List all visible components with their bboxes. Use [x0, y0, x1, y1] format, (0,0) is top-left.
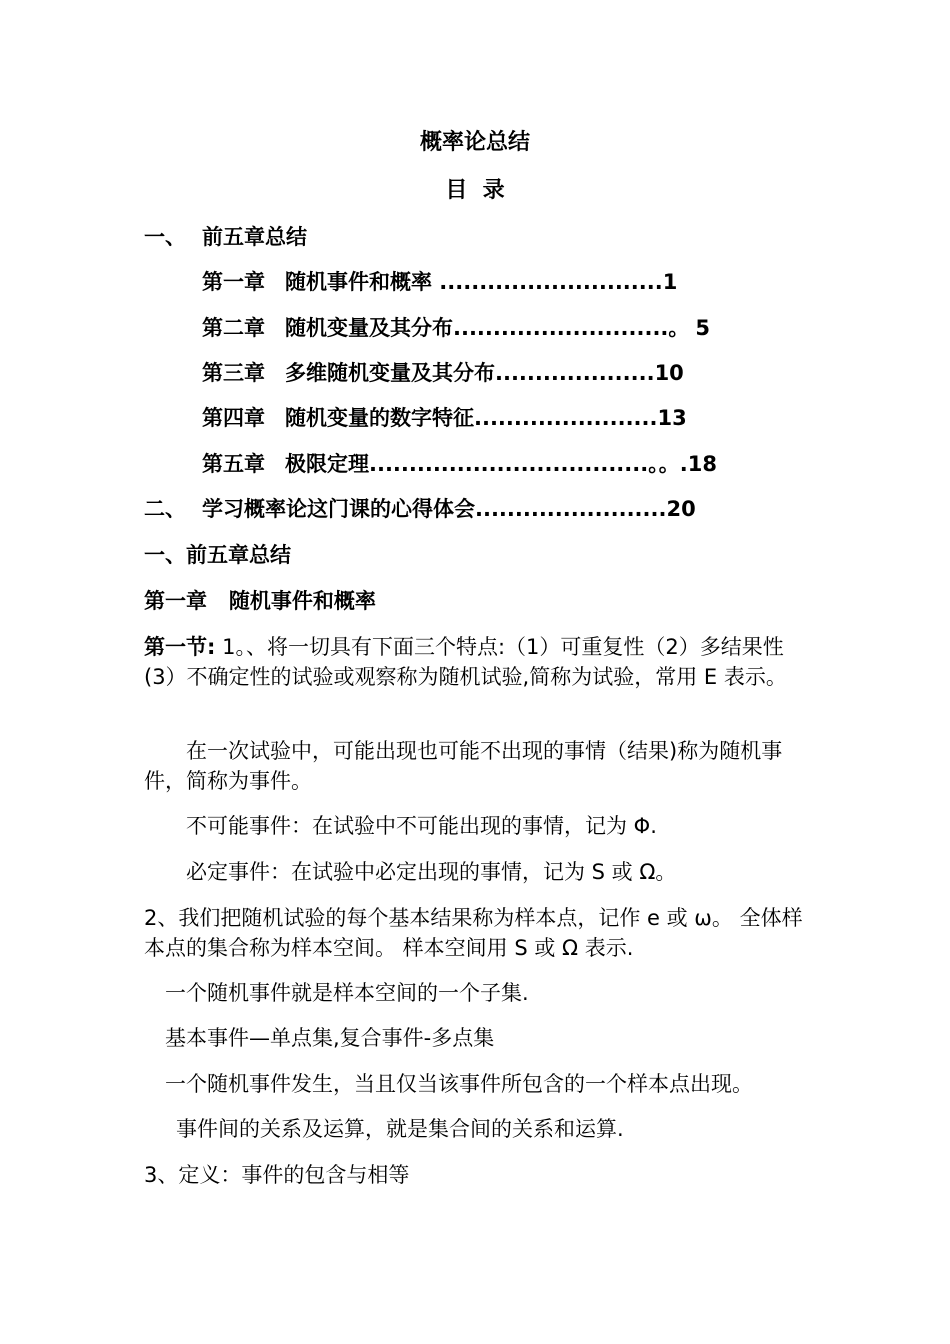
toc-page-number: 13 [657, 406, 687, 430]
toc-leader: ........................ [475, 497, 667, 521]
paragraph-sample-space: 2、我们把随机试验的每个基本结果称为样本点，记作 e 或 ω。 全体样本点的集合称为样本空间。 样本空间用 S 或 Ω 表示. [144, 906, 803, 960]
toc-page-number: 18 [687, 452, 717, 476]
toc-chapter-number: 第二章 [202, 316, 265, 340]
paragraph-random-experiment [144, 632, 804, 692]
toc-leader: ............................ [432, 270, 663, 294]
paragraph-random-event: 在一次试验中，可能出现也可能不出现的事情（结果)称为随机事件，简称为事件。 [144, 739, 783, 793]
toc-page-number: 20 [666, 497, 696, 521]
toc-part1-label: 前五章总结 [202, 225, 307, 249]
section-heading: 一、前五章总结 [144, 543, 291, 567]
toc-part1-num: 一、 [144, 225, 186, 249]
toc-leader: ...................................。。. [369, 452, 688, 476]
paragraph-subset: 一个随机事件就是样本空间的一个子集. [165, 981, 529, 1005]
toc-part2-label: 学习概率论这门课的心得体会 [202, 497, 475, 521]
paragraph-event-occurs: 一个随机事件发生，当且仅当该事件所包含的一个样本点出现。 [165, 1072, 753, 1096]
toc-leader: ....................... [474, 406, 658, 430]
toc-item-chapter-5[interactable] [202, 449, 717, 479]
toc-page-number: 1 [662, 270, 678, 294]
toc-chapter-name: 随机变量的数字特征 [285, 406, 474, 430]
paragraph-definition: 3、定义：事件的包含与相等 [144, 1163, 410, 1187]
toc-item-chapter-1[interactable] [202, 267, 677, 297]
toc-leader: .................... [495, 361, 655, 385]
toc-chapter-name: 随机事件和概率 [285, 270, 432, 294]
toc-heading: 目 录 [445, 178, 505, 203]
toc-chapter-name: 多维随机变量及其分布 [285, 361, 495, 385]
chapter-heading: 第一章 随机事件和概率 [144, 589, 376, 613]
toc-item-part2[interactable] [202, 494, 696, 524]
paragraph-text: 1。、将一切具有下面三个特点:（1）可重复性（2）多结果性(3）不确定性的试验或观察称为随机试验,简称为试验，常用 E 表示。 [144, 635, 787, 689]
section-label: 第一节: [144, 635, 216, 659]
toc-item-chapter-4[interactable] [202, 403, 687, 433]
document-title: 概率论总结 [419, 130, 530, 155]
toc-chapter-number: 第四章 [202, 406, 265, 430]
paragraph-basic-event: 基本事件—单点集,复合事件-多点集 [165, 1026, 495, 1050]
toc-page-number: 5 [695, 316, 711, 340]
toc-chapter-number: 第三章 [202, 361, 265, 385]
toc-chapter-name: 随机变量及其分布 [285, 316, 453, 340]
toc-item-chapter-3[interactable] [202, 358, 684, 388]
toc-page-number: 10 [654, 361, 684, 385]
toc-part2-num: 二、 [144, 497, 186, 521]
paragraph-certain-event: 必定事件：在试验中必定出现的事情，记为 S 或 Ω。 [186, 860, 677, 884]
paragraph-impossible-event: 不可能事件：在试验中不可能出现的事情，记为 Φ. [186, 814, 657, 838]
toc-leader: ...........................。 [453, 316, 690, 340]
toc-chapter-number: 第一章 [202, 270, 265, 294]
toc-chapter-number: 第五章 [202, 452, 265, 476]
paragraph-relations: 事件间的关系及运算，就是集合间的关系和运算. [176, 1117, 624, 1141]
toc-item-chapter-2[interactable] [202, 313, 710, 343]
toc-chapter-name: 极限定理 [285, 452, 369, 476]
